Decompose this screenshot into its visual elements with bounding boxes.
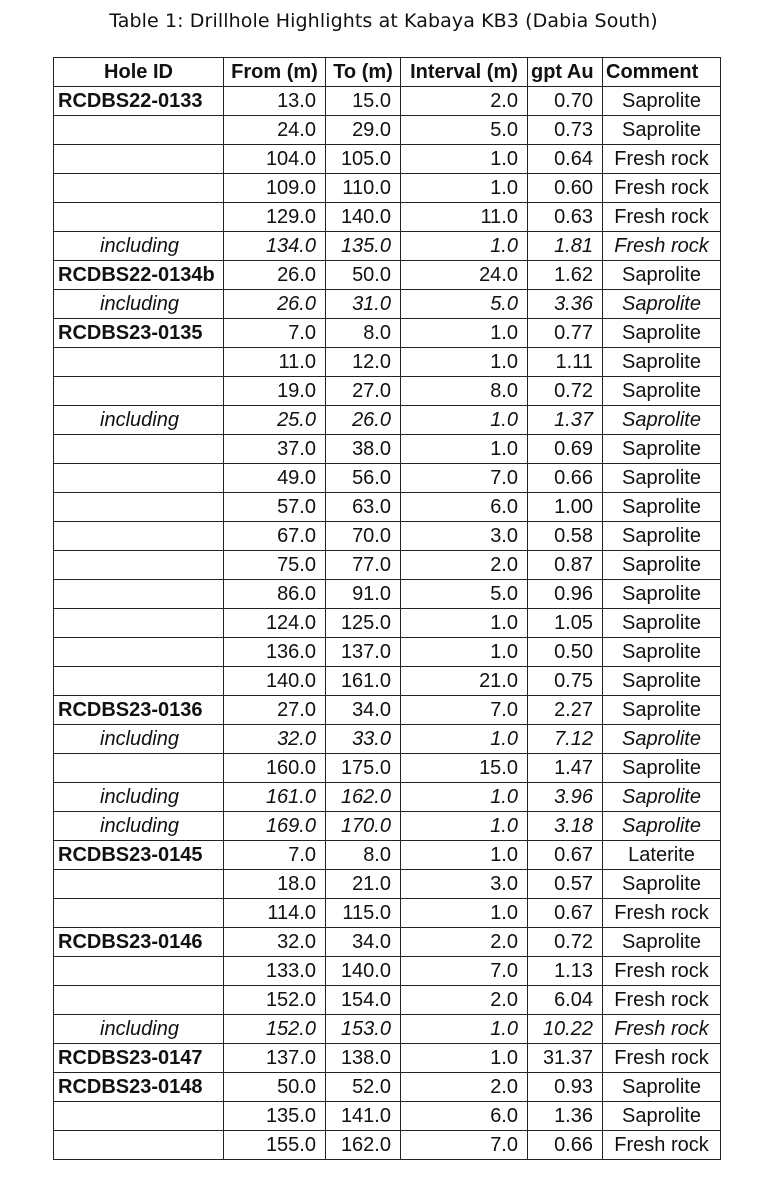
cell-hole-id — [54, 116, 224, 145]
cell-interval: 1.0 — [401, 725, 528, 754]
cell-comment: Saprolite — [603, 319, 721, 348]
cell-to: 27.0 — [326, 377, 401, 406]
cell-to: 26.0 — [326, 406, 401, 435]
cell-interval: 1.0 — [401, 145, 528, 174]
cell-comment: Saprolite — [603, 116, 721, 145]
table-row — [54, 435, 721, 464]
cell-gpt-au: 0.72 — [528, 928, 603, 957]
table-row — [54, 87, 721, 116]
header-from: From (m) — [224, 58, 326, 87]
cell-gpt-au: 1.62 — [528, 261, 603, 290]
cell-comment: Saprolite — [603, 1102, 721, 1131]
cell-gpt-au: 0.96 — [528, 580, 603, 609]
cell-gpt-au: 1.13 — [528, 957, 603, 986]
table-row — [54, 812, 721, 841]
cell-interval: 1.0 — [401, 812, 528, 841]
cell-from: 109.0 — [224, 174, 326, 203]
table-row — [54, 1073, 721, 1102]
cell-gpt-au: 0.63 — [528, 203, 603, 232]
cell-interval: 1.0 — [401, 638, 528, 667]
cell-hole-id: RCDBS23-0145 — [54, 841, 224, 870]
cell-interval: 1.0 — [401, 174, 528, 203]
cell-to: 12.0 — [326, 348, 401, 377]
table-row — [54, 580, 721, 609]
cell-to: 91.0 — [326, 580, 401, 609]
table-row — [54, 551, 721, 580]
cell-to: 170.0 — [326, 812, 401, 841]
cell-comment: Fresh rock — [603, 1131, 721, 1160]
cell-interval: 2.0 — [401, 928, 528, 957]
cell-to: 8.0 — [326, 319, 401, 348]
header-gpt-au: gpt Au — [528, 58, 603, 87]
cell-to: 161.0 — [326, 667, 401, 696]
cell-from: 37.0 — [224, 435, 326, 464]
table-row — [54, 928, 721, 957]
cell-comment: Fresh rock — [603, 1044, 721, 1073]
cell-interval: 1.0 — [401, 609, 528, 638]
table-row — [54, 783, 721, 812]
table-row — [54, 290, 721, 319]
cell-to: 29.0 — [326, 116, 401, 145]
table-row — [54, 1044, 721, 1073]
cell-gpt-au: 1.47 — [528, 754, 603, 783]
cell-hole-id — [54, 986, 224, 1015]
cell-hole-id: including — [54, 725, 224, 754]
cell-comment: Saprolite — [603, 870, 721, 899]
cell-hole-id — [54, 203, 224, 232]
cell-to: 77.0 — [326, 551, 401, 580]
cell-comment: Saprolite — [603, 580, 721, 609]
cell-hole-id — [54, 1102, 224, 1131]
cell-interval: 6.0 — [401, 1102, 528, 1131]
table-row — [54, 609, 721, 638]
cell-comment: Fresh rock — [603, 986, 721, 1015]
table-row — [54, 638, 721, 667]
cell-comment: Fresh rock — [603, 957, 721, 986]
cell-from: 169.0 — [224, 812, 326, 841]
cell-interval: 15.0 — [401, 754, 528, 783]
cell-gpt-au: 0.50 — [528, 638, 603, 667]
cell-hole-id: including — [54, 1015, 224, 1044]
cell-from: 136.0 — [224, 638, 326, 667]
cell-interval: 5.0 — [401, 580, 528, 609]
cell-interval: 1.0 — [401, 899, 528, 928]
cell-hole-id — [54, 609, 224, 638]
cell-comment: Saprolite — [603, 493, 721, 522]
cell-from: 27.0 — [224, 696, 326, 725]
cell-comment: Saprolite — [603, 377, 721, 406]
cell-gpt-au: 0.73 — [528, 116, 603, 145]
cell-hole-id — [54, 174, 224, 203]
cell-hole-id — [54, 580, 224, 609]
cell-hole-id — [54, 957, 224, 986]
table-row — [54, 1131, 721, 1160]
cell-comment: Saprolite — [603, 522, 721, 551]
cell-hole-id: including — [54, 232, 224, 261]
cell-to: 140.0 — [326, 203, 401, 232]
cell-hole-id: RCDBS23-0136 — [54, 696, 224, 725]
cell-from: 11.0 — [224, 348, 326, 377]
cell-interval: 5.0 — [401, 290, 528, 319]
cell-from: 32.0 — [224, 725, 326, 754]
cell-from: 57.0 — [224, 493, 326, 522]
cell-hole-id — [54, 754, 224, 783]
cell-from: 50.0 — [224, 1073, 326, 1102]
cell-comment: Fresh rock — [603, 174, 721, 203]
cell-from: 24.0 — [224, 116, 326, 145]
cell-comment: Saprolite — [603, 667, 721, 696]
header-hole-id: Hole ID — [54, 58, 224, 87]
table-row — [54, 899, 721, 928]
cell-comment: Saprolite — [603, 464, 721, 493]
cell-gpt-au: 1.11 — [528, 348, 603, 377]
table-row — [54, 841, 721, 870]
table-row — [54, 319, 721, 348]
cell-interval: 8.0 — [401, 377, 528, 406]
cell-comment: Saprolite — [603, 725, 721, 754]
cell-comment: Saprolite — [603, 551, 721, 580]
cell-from: 114.0 — [224, 899, 326, 928]
cell-comment: Fresh rock — [603, 145, 721, 174]
cell-gpt-au: 1.81 — [528, 232, 603, 261]
cell-hole-id — [54, 551, 224, 580]
cell-from: 19.0 — [224, 377, 326, 406]
cell-from: 7.0 — [224, 841, 326, 870]
cell-interval: 1.0 — [401, 1015, 528, 1044]
cell-hole-id: including — [54, 406, 224, 435]
table-row — [54, 261, 721, 290]
cell-hole-id: RCDBS23-0146 — [54, 928, 224, 957]
cell-from: 129.0 — [224, 203, 326, 232]
cell-gpt-au: 0.70 — [528, 87, 603, 116]
cell-comment: Saprolite — [603, 754, 721, 783]
cell-to: 153.0 — [326, 1015, 401, 1044]
cell-gpt-au: 0.66 — [528, 464, 603, 493]
cell-comment: Saprolite — [603, 638, 721, 667]
cell-from: 155.0 — [224, 1131, 326, 1160]
cell-gpt-au: 0.58 — [528, 522, 603, 551]
cell-interval: 2.0 — [401, 1073, 528, 1102]
cell-gpt-au: 1.37 — [528, 406, 603, 435]
cell-interval: 1.0 — [401, 348, 528, 377]
table-row — [54, 493, 721, 522]
cell-interval: 11.0 — [401, 203, 528, 232]
cell-to: 140.0 — [326, 957, 401, 986]
cell-hole-id: RCDBS22-0134b — [54, 261, 224, 290]
cell-from: 104.0 — [224, 145, 326, 174]
cell-gpt-au: 0.67 — [528, 841, 603, 870]
cell-interval: 21.0 — [401, 667, 528, 696]
cell-from: 133.0 — [224, 957, 326, 986]
cell-interval: 1.0 — [401, 841, 528, 870]
cell-interval: 24.0 — [401, 261, 528, 290]
header-interval: Interval (m) — [401, 58, 528, 87]
table-caption: Table 1: Drillhole Highlights at Kabaya KB3 (Dabia South) — [109, 10, 658, 32]
cell-to: 21.0 — [326, 870, 401, 899]
cell-interval: 7.0 — [401, 1131, 528, 1160]
cell-comment: Saprolite — [603, 348, 721, 377]
cell-from: 32.0 — [224, 928, 326, 957]
cell-from: 160.0 — [224, 754, 326, 783]
cell-to: 38.0 — [326, 435, 401, 464]
cell-comment: Saprolite — [603, 783, 721, 812]
cell-to: 138.0 — [326, 1044, 401, 1073]
cell-hole-id: RCDBS22-0133 — [54, 87, 224, 116]
cell-hole-id — [54, 435, 224, 464]
cell-comment: Laterite — [603, 841, 721, 870]
cell-hole-id — [54, 464, 224, 493]
cell-interval: 3.0 — [401, 522, 528, 551]
cell-hole-id: RCDBS23-0147 — [54, 1044, 224, 1073]
cell-comment: Fresh rock — [603, 203, 721, 232]
cell-to: 115.0 — [326, 899, 401, 928]
cell-interval: 7.0 — [401, 957, 528, 986]
cell-to: 56.0 — [326, 464, 401, 493]
table-row — [54, 522, 721, 551]
cell-from: 137.0 — [224, 1044, 326, 1073]
cell-interval: 7.0 — [401, 696, 528, 725]
table-row — [54, 986, 721, 1015]
cell-comment: Saprolite — [603, 696, 721, 725]
cell-gpt-au: 0.60 — [528, 174, 603, 203]
table-row — [54, 667, 721, 696]
cell-hole-id: including — [54, 812, 224, 841]
cell-interval: 6.0 — [401, 493, 528, 522]
drillhole-table — [53, 57, 721, 1160]
cell-gpt-au: 31.37 — [528, 1044, 603, 1073]
cell-comment: Saprolite — [603, 928, 721, 957]
cell-gpt-au: 3.18 — [528, 812, 603, 841]
table-row — [54, 725, 721, 754]
cell-comment: Saprolite — [603, 609, 721, 638]
cell-gpt-au: 0.69 — [528, 435, 603, 464]
cell-to: 141.0 — [326, 1102, 401, 1131]
cell-from: 134.0 — [224, 232, 326, 261]
cell-from: 75.0 — [224, 551, 326, 580]
cell-hole-id: including — [54, 290, 224, 319]
cell-interval: 1.0 — [401, 319, 528, 348]
cell-from: 161.0 — [224, 783, 326, 812]
table-row — [54, 174, 721, 203]
table-row — [54, 957, 721, 986]
cell-gpt-au: 1.00 — [528, 493, 603, 522]
cell-from: 67.0 — [224, 522, 326, 551]
cell-from: 152.0 — [224, 1015, 326, 1044]
cell-to: 34.0 — [326, 696, 401, 725]
cell-hole-id — [54, 145, 224, 174]
header-comment: Comment — [603, 58, 721, 87]
cell-to: 105.0 — [326, 145, 401, 174]
cell-interval: 5.0 — [401, 116, 528, 145]
header-to: To (m) — [326, 58, 401, 87]
cell-to: 125.0 — [326, 609, 401, 638]
cell-comment: Saprolite — [603, 406, 721, 435]
cell-hole-id — [54, 638, 224, 667]
cell-interval: 1.0 — [401, 435, 528, 464]
cell-gpt-au: 0.66 — [528, 1131, 603, 1160]
cell-gpt-au: 6.04 — [528, 986, 603, 1015]
table-row — [54, 348, 721, 377]
cell-to: 162.0 — [326, 783, 401, 812]
cell-interval: 3.0 — [401, 870, 528, 899]
cell-from: 18.0 — [224, 870, 326, 899]
cell-interval: 2.0 — [401, 986, 528, 1015]
cell-to: 31.0 — [326, 290, 401, 319]
cell-hole-id — [54, 522, 224, 551]
cell-interval: 1.0 — [401, 406, 528, 435]
cell-gpt-au: 10.22 — [528, 1015, 603, 1044]
cell-from: 26.0 — [224, 290, 326, 319]
cell-to: 15.0 — [326, 87, 401, 116]
cell-comment: Saprolite — [603, 435, 721, 464]
cell-hole-id: RCDBS23-0148 — [54, 1073, 224, 1102]
cell-interval: 2.0 — [401, 551, 528, 580]
cell-hole-id — [54, 667, 224, 696]
cell-gpt-au: 0.67 — [528, 899, 603, 928]
cell-gpt-au: 0.87 — [528, 551, 603, 580]
cell-comment: Saprolite — [603, 1073, 721, 1102]
cell-gpt-au: 0.93 — [528, 1073, 603, 1102]
cell-interval: 1.0 — [401, 232, 528, 261]
cell-gpt-au: 7.12 — [528, 725, 603, 754]
cell-from: 135.0 — [224, 1102, 326, 1131]
table-row — [54, 232, 721, 261]
cell-to: 33.0 — [326, 725, 401, 754]
header-row — [54, 58, 721, 87]
cell-from: 13.0 — [224, 87, 326, 116]
cell-comment: Saprolite — [603, 812, 721, 841]
cell-hole-id — [54, 493, 224, 522]
table-row — [54, 754, 721, 783]
table-row — [54, 406, 721, 435]
table-row — [54, 1102, 721, 1131]
cell-from: 86.0 — [224, 580, 326, 609]
cell-to: 34.0 — [326, 928, 401, 957]
cell-from: 49.0 — [224, 464, 326, 493]
cell-gpt-au: 2.27 — [528, 696, 603, 725]
cell-to: 8.0 — [326, 841, 401, 870]
cell-interval: 1.0 — [401, 1044, 528, 1073]
cell-from: 140.0 — [224, 667, 326, 696]
cell-interval: 7.0 — [401, 464, 528, 493]
cell-gpt-au: 1.05 — [528, 609, 603, 638]
cell-hole-id — [54, 870, 224, 899]
cell-comment: Fresh rock — [603, 232, 721, 261]
cell-to: 175.0 — [326, 754, 401, 783]
cell-hole-id — [54, 1131, 224, 1160]
cell-to: 137.0 — [326, 638, 401, 667]
table-row — [54, 377, 721, 406]
table-body — [54, 87, 721, 1160]
cell-to: 52.0 — [326, 1073, 401, 1102]
cell-interval: 2.0 — [401, 87, 528, 116]
cell-gpt-au: 0.72 — [528, 377, 603, 406]
cell-hole-id: RCDBS23-0135 — [54, 319, 224, 348]
cell-from: 26.0 — [224, 261, 326, 290]
cell-gpt-au: 3.36 — [528, 290, 603, 319]
cell-to: 110.0 — [326, 174, 401, 203]
cell-gpt-au: 0.57 — [528, 870, 603, 899]
cell-from: 124.0 — [224, 609, 326, 638]
cell-gpt-au: 0.75 — [528, 667, 603, 696]
cell-gpt-au: 0.77 — [528, 319, 603, 348]
table-header — [54, 58, 721, 87]
cell-hole-id: including — [54, 783, 224, 812]
cell-comment: Saprolite — [603, 261, 721, 290]
cell-interval: 1.0 — [401, 783, 528, 812]
table-row — [54, 1015, 721, 1044]
cell-to: 162.0 — [326, 1131, 401, 1160]
cell-comment: Fresh rock — [603, 899, 721, 928]
cell-to: 154.0 — [326, 986, 401, 1015]
cell-to: 70.0 — [326, 522, 401, 551]
table-row — [54, 696, 721, 725]
cell-from: 25.0 — [224, 406, 326, 435]
cell-comment: Saprolite — [603, 87, 721, 116]
cell-gpt-au: 3.96 — [528, 783, 603, 812]
table-row — [54, 203, 721, 232]
cell-from: 7.0 — [224, 319, 326, 348]
cell-from: 152.0 — [224, 986, 326, 1015]
cell-to: 50.0 — [326, 261, 401, 290]
cell-hole-id — [54, 348, 224, 377]
cell-comment: Saprolite — [603, 290, 721, 319]
cell-hole-id — [54, 899, 224, 928]
table-row — [54, 145, 721, 174]
cell-gpt-au: 0.64 — [528, 145, 603, 174]
table-row — [54, 116, 721, 145]
table-row — [54, 870, 721, 899]
cell-hole-id — [54, 377, 224, 406]
cell-to: 63.0 — [326, 493, 401, 522]
cell-comment: Fresh rock — [603, 1015, 721, 1044]
table-row — [54, 464, 721, 493]
cell-to: 135.0 — [326, 232, 401, 261]
cell-gpt-au: 1.36 — [528, 1102, 603, 1131]
